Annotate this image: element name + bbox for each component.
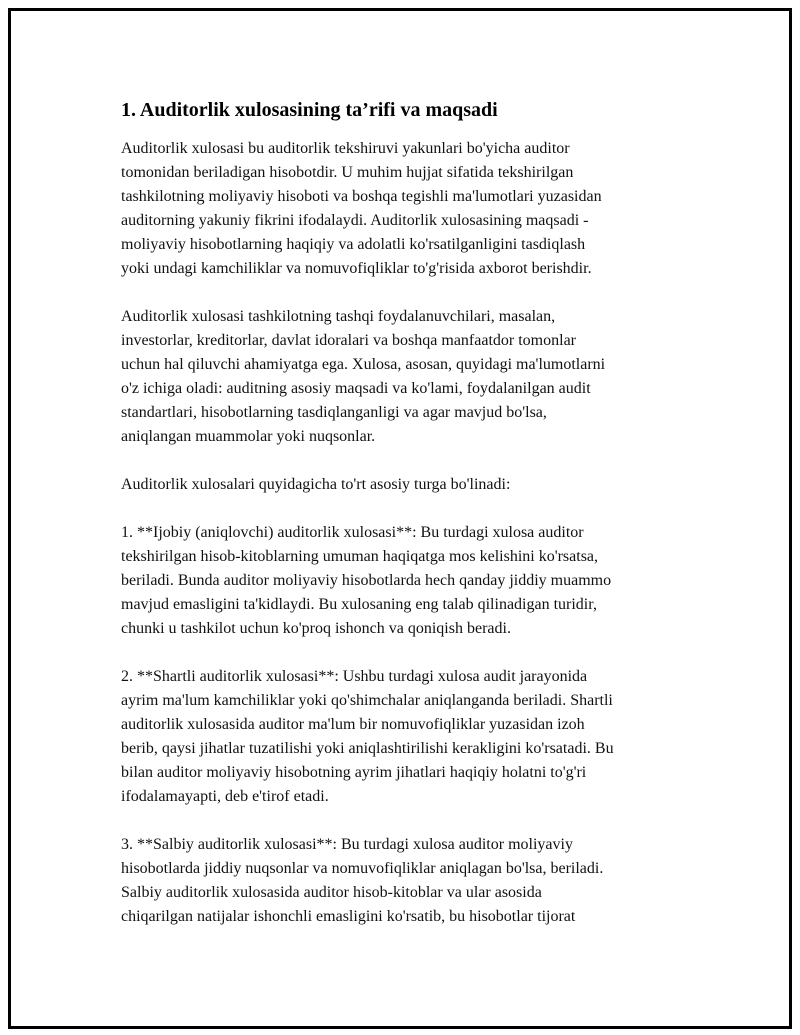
text-line: ifodalamayapti, deb e'tirof etadi.: [121, 788, 329, 805]
paragraph-definition: [121, 137, 691, 281]
text-line: berib, qaysi jihatlar tuzatilishi yoki aniqlashtirilishi kerakligini ko'rsatadi. Bu: [121, 740, 614, 757]
text-line: tashkilotning moliyaviy hisoboti va boshqa tegishli ma'lumotlari yuzasidan: [121, 188, 602, 205]
section-heading: 1. Auditorlik xulosasining ta’rifi va maqsadi: [121, 99, 498, 121]
text-line: tomonidan beriladigan hisobotdir. U muhim hujjat sifatida tekshirilgan: [121, 164, 574, 181]
document-body: [121, 97, 691, 953]
text-line: Auditorlik xulosasi tashkilotning tashqi foydalanuvchilari, masalan,: [121, 308, 556, 325]
text-line: 2. **Shartli auditorlik xulosasi**: Ushbu turdagi xulosa audit jarayonida: [121, 668, 588, 685]
text-line: ayrim ma'lum kamchiliklar yoki qo'shimchalar aniqlanganda beriladi. Shartli: [121, 692, 613, 709]
text-line: tekshirilgan hisob-kitoblarning umuman haqiqatga mos kelishini ko'rsatsa,: [121, 548, 599, 565]
paragraph-type-positive: [121, 521, 691, 641]
paragraph-types-intro: [121, 473, 691, 497]
text-line: chunki u tashkilot uchun ko'proq ishonch va qoniqish beradi.: [121, 620, 511, 637]
text-line: standartlari, hisobotlarning tasdiqlanganligi va agar mavjud bo'lsa,: [121, 404, 547, 421]
text-line: o'z ichiga oladi: auditning asosiy maqsadi va ko'lami, foydalanilgan audit: [121, 380, 591, 397]
text-line: hisobotlarda jiddiy nuqsonlar va nomuvofiqliklar aniqlagan bo'lsa, beriladi.: [121, 860, 604, 877]
text-line: Salbiy auditorlik xulosasida auditor hisob-kitoblar va ular asosida: [121, 884, 542, 901]
text-line: mavjud emasligini ta'kidlaydi. Bu xulosaning eng talab qilinadigan turidir,: [121, 596, 597, 613]
text-line: beriladi. Bunda auditor moliyaviy hisobotlarda hech qanday jiddiy muammo: [121, 572, 612, 589]
text-line: investorlar, kreditorlar, davlat idoralari va boshqa manfaatdor tomonlar: [121, 332, 576, 349]
document-page: [8, 8, 792, 1029]
text-line: uchun hal qiluvchi ahamiyatga ega. Xulosa, asosan, quyidagi ma'lumotlarni: [121, 356, 606, 373]
text-line: bilan auditor moliyaviy hisobotning ayrim jihatlari haqiqiy holatni to'g'ri: [121, 764, 587, 781]
text-line: yoki undagi kamchiliklar va nomuvofiqliklar to'g'risida axborot berishdir.: [121, 260, 592, 277]
text-line: aniqlangan muammolar yoki nuqsonlar.: [121, 428, 376, 445]
text-line: auditorlik xulosasida auditor ma'lum bir nomuvofiqliklar yuzasidan izoh: [121, 716, 585, 733]
paragraph-users: [121, 305, 691, 449]
text-line: Auditorlik xulosasi bu auditorlik tekshiruvi yakunlari bo'yicha auditor: [121, 140, 570, 157]
text-line: Auditorlik xulosalari quyidagicha to'rt asosiy turga bo'linadi:: [121, 476, 511, 493]
text-line: chiqarilgan natijalar ishonchli emasligini ko'rsatib, bu hisobotlar tijorat: [121, 908, 576, 925]
text-line: auditorning yakuniy fikrini ifodalaydi. Auditorlik xulosasining maqsadi -: [121, 212, 589, 229]
paragraph-type-conditional: [121, 665, 691, 809]
text-line: 3. **Salbiy auditorlik xulosasi**: Bu turdagi xulosa auditor moliyaviy: [121, 836, 573, 853]
paragraph-type-negative: [121, 833, 691, 929]
text-line: moliyaviy hisobotlarning haqiqiy va adolatli ko'rsatilganligini tasdiqlash: [121, 236, 586, 253]
text-line: 1. **Ijobiy (aniqlovchi) auditorlik xulosasi**: Bu turdagi xulosa auditor: [121, 524, 584, 541]
